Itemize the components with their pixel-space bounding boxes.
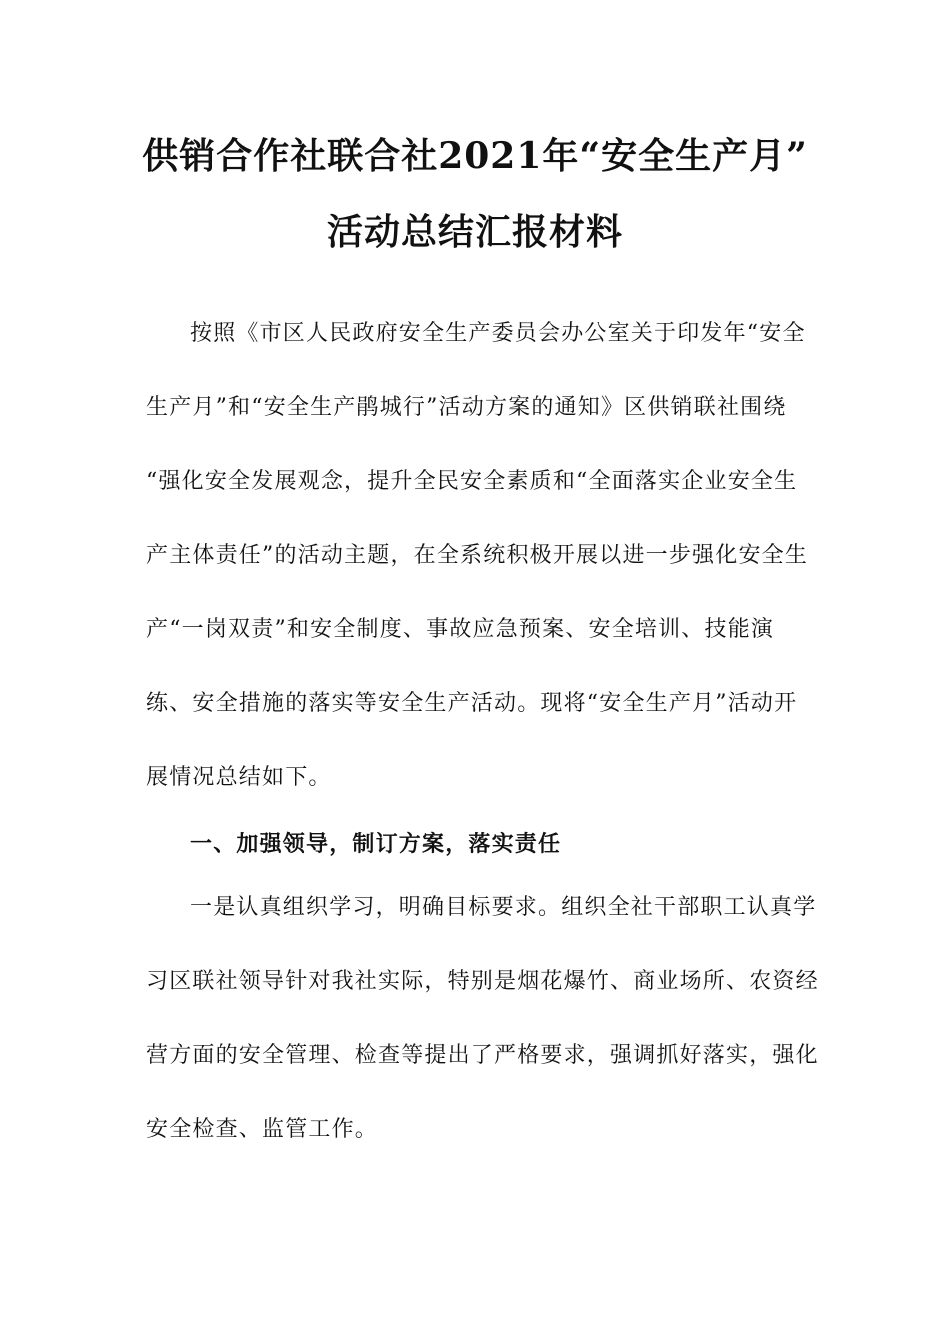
paragraph-1-line-4: 产主体责任”的活动主题，在全系统积极开展以进一步强化安全生 [146,543,809,568]
section-1-heading: 一、加强领导，制订方案，落实责任 [190,831,562,857]
paragraph-1-line-5: 产“一岗双责”和安全制度、事故应急预案、安全培训、技能演 [146,617,775,642]
paragraph-1-line-1: 按照《市区人民政府安全生产委员会办公室关于印发年“安全 [190,321,806,346]
paragraph-2-line-1: 一是认真组织学习，明确目标要求。组织全社干部职工认真学 [190,895,817,920]
document-title-line-2: 活动总结汇报材料 [326,211,623,253]
paragraph-2-line-2: 习区联社领导针对我社实际，特别是烟花爆竹、商业场所、农资经 [146,969,819,994]
paragraph-1-line-6: 练、安全措施的落实等安全生产活动。现将“安全生产月”活动开 [146,691,798,716]
paragraph-1-line-3: “强化安全发展观念，提升全民安全素质和“全面落实企业安全生 [146,469,798,494]
document-title-line-1: 供销合作社联合社2021年“安全生产月” [142,135,808,177]
paragraph-2-line-3: 营方面的安全管理、检查等提出了严格要求，强调抓好落实，强化 [146,1043,819,1068]
paragraph-1-line-2: 生产月”和“安全生产鹃城行”活动方案的通知》区供销联社围绕 [146,395,787,420]
paragraph-2-line-4: 安全检查、监管工作。 [146,1117,379,1142]
paragraph-1-line-7: 展情况总结如下。 [146,765,332,790]
